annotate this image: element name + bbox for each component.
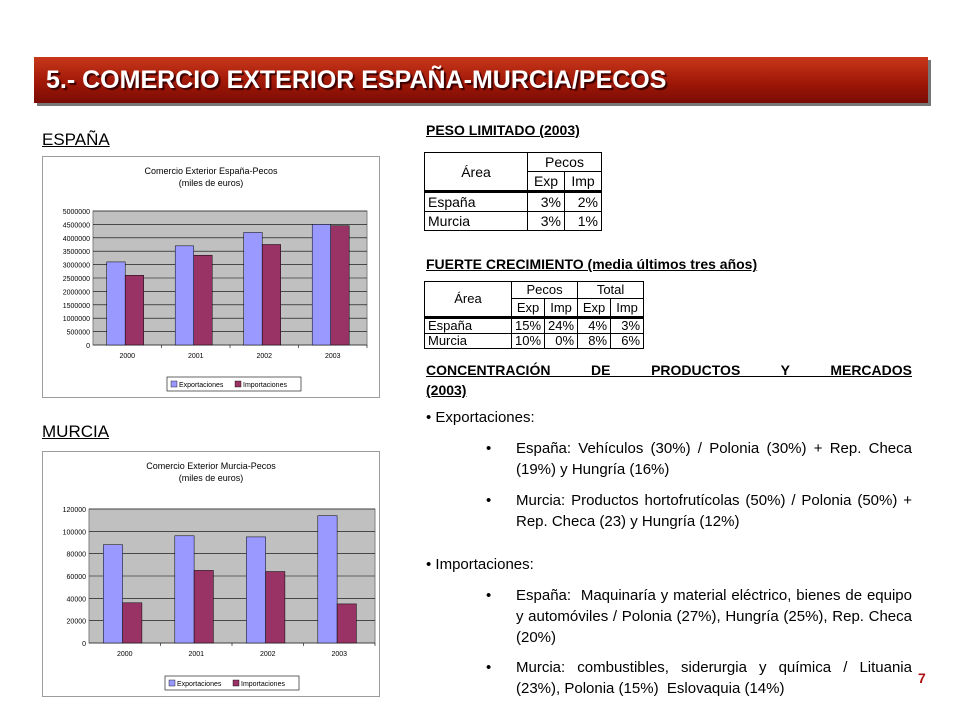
x-tick-label: 2001 bbox=[187, 353, 204, 360]
crec-cell: 15% bbox=[512, 318, 545, 334]
x-tick-label: 2001 bbox=[188, 651, 205, 658]
bar-importaciones bbox=[331, 226, 349, 345]
peso-exp-header: Exp bbox=[528, 172, 565, 192]
importaciones-label: • Importaciones: bbox=[426, 556, 534, 573]
bar-exportaciones bbox=[175, 536, 194, 643]
y-tick-label: 4000000 bbox=[62, 235, 90, 243]
espana-chart bbox=[42, 156, 380, 398]
bullet-icon: • bbox=[486, 440, 492, 457]
chart-subtitle: (miles de euros) bbox=[178, 473, 244, 483]
peso-pecos-header: Pecos bbox=[528, 153, 602, 172]
bar-importaciones bbox=[337, 604, 356, 643]
bullet-icon: • bbox=[486, 659, 492, 676]
crecimiento-heading: FUERTE CRECIMIENTO (media últimos tres años) bbox=[426, 256, 758, 272]
peso-imp-cell: 2% bbox=[565, 192, 602, 212]
espana-label: ESPAÑA bbox=[42, 130, 110, 149]
chart-title: Comercio Exterior España-Pecos bbox=[144, 166, 278, 176]
export-item-espana: España: Vehículos (30%) / Polonia (30%) + Rep. Checa (19%) y Hungría (16%) bbox=[516, 440, 912, 478]
y-tick-label: 80000 bbox=[66, 551, 86, 559]
x-tick-label: 2002 bbox=[259, 651, 276, 658]
peso-exp-cell: 3% bbox=[528, 212, 565, 231]
crec-cell: 6% bbox=[611, 334, 644, 349]
y-tick-label: 0 bbox=[82, 641, 86, 648]
list-item bbox=[486, 490, 912, 532]
legend-label: Exportaciones bbox=[179, 382, 224, 389]
crec-cell: 3% bbox=[611, 318, 644, 334]
crec-cell: 10% bbox=[512, 334, 545, 349]
y-tick-label: 40000 bbox=[66, 596, 86, 604]
y-tick-label: 2000000 bbox=[62, 289, 90, 297]
page-number: 7 bbox=[918, 670, 926, 686]
table-row bbox=[425, 318, 644, 334]
bar-importaciones bbox=[194, 255, 212, 345]
peso-exp-cell: 3% bbox=[528, 192, 565, 212]
y-tick-label: 1500000 bbox=[62, 302, 90, 310]
peso-table bbox=[424, 152, 602, 231]
peso-imp-header: Imp bbox=[565, 172, 602, 192]
export-item-murcia: Murcia: Productos hortofrutícolas (50%) / Polonia (50%) + Rep. Checa (23) y Hungría (12%) bbox=[516, 492, 912, 530]
y-tick-label: 500000 bbox=[66, 329, 90, 337]
legend-swatch bbox=[233, 680, 239, 686]
bar-exportaciones bbox=[318, 516, 337, 643]
bar-importaciones bbox=[125, 275, 143, 345]
crec-area-cell: España bbox=[425, 318, 512, 334]
bar-exportaciones bbox=[244, 232, 262, 345]
legend-swatch bbox=[171, 381, 177, 387]
x-tick-label: 2003 bbox=[331, 651, 348, 658]
legend-swatch bbox=[169, 680, 175, 686]
crec-pecos-exp-header: Exp bbox=[512, 299, 545, 318]
crec-total-imp-header: Imp bbox=[611, 299, 644, 318]
y-tick-label: 1000000 bbox=[62, 316, 90, 324]
import-item-murcia: Murcia: combustibles, siderurgia y química / Lituania (23%), Polonia (15%) Eslovaquia (14%) bbox=[516, 659, 917, 697]
crec-area-cell: Murcia bbox=[425, 334, 512, 349]
concentracion-heading bbox=[426, 360, 912, 400]
bar-exportaciones bbox=[312, 224, 330, 345]
list-item bbox=[486, 657, 917, 699]
legend-swatch bbox=[235, 381, 241, 387]
bar-importaciones bbox=[194, 570, 213, 643]
concentracion-heading-line1: CONCENTRACIÓN DE PRODUCTOS Y MERCADOS bbox=[426, 362, 912, 378]
murcia-label: MURCIA bbox=[42, 422, 110, 441]
bullet-icon: • bbox=[486, 587, 492, 604]
y-tick-label: 0 bbox=[86, 343, 90, 350]
murcia-chart-svg bbox=[43, 452, 379, 696]
y-tick-label: 3500000 bbox=[62, 249, 90, 257]
crec-total-exp-header: Exp bbox=[578, 299, 611, 318]
slide-title: 5.- COMERCIO EXTERIOR ESPAÑA-MURCIA/PECOS bbox=[46, 66, 667, 94]
bullet-icon: • bbox=[486, 492, 492, 509]
crec-total-header: Total bbox=[578, 282, 644, 299]
crecimiento-table bbox=[424, 281, 644, 349]
crec-area-header: Área bbox=[425, 282, 512, 318]
y-tick-label: 4500000 bbox=[62, 222, 90, 230]
table-row bbox=[425, 192, 602, 212]
peso-imp-cell: 1% bbox=[565, 212, 602, 231]
exportaciones-label: • Exportaciones: bbox=[426, 409, 535, 426]
x-tick-label: 2002 bbox=[256, 353, 273, 360]
bar-exportaciones bbox=[107, 262, 125, 345]
crec-cell: 4% bbox=[578, 318, 611, 334]
legend-label: Exportaciones bbox=[177, 681, 222, 688]
peso-heading: PESO LIMITADO (2003) bbox=[426, 122, 580, 138]
bar-importaciones bbox=[266, 572, 285, 643]
chart-subtitle: (miles de euros) bbox=[178, 178, 244, 188]
slide-title-bar bbox=[34, 57, 928, 103]
peso-area-cell: España bbox=[425, 192, 528, 212]
y-tick-label: 2500000 bbox=[62, 276, 90, 283]
y-tick-label: 20000 bbox=[66, 618, 86, 626]
espana-chart-svg bbox=[43, 157, 379, 397]
table-row bbox=[425, 212, 602, 231]
y-tick-label: 3000000 bbox=[62, 262, 90, 270]
list-item bbox=[486, 585, 917, 648]
legend-label: Importaciones bbox=[243, 382, 287, 389]
bar-exportaciones bbox=[103, 545, 122, 643]
legend-label: Importaciones bbox=[241, 681, 285, 688]
bar-importaciones bbox=[123, 603, 142, 643]
peso-area-header: Área bbox=[425, 153, 528, 192]
crec-pecos-imp-header: Imp bbox=[545, 299, 578, 318]
y-tick-label: 100000 bbox=[62, 529, 86, 537]
crec-cell: 24% bbox=[545, 318, 578, 334]
y-tick-label: 120000 bbox=[62, 507, 86, 514]
y-tick-label: 60000 bbox=[66, 574, 86, 581]
y-tick-label: 5000000 bbox=[62, 209, 90, 216]
bar-exportaciones bbox=[175, 246, 193, 345]
bar-exportaciones bbox=[246, 537, 265, 643]
peso-area-cell: Murcia bbox=[425, 212, 528, 231]
x-tick-label: 2003 bbox=[324, 353, 341, 360]
table-row bbox=[425, 334, 644, 349]
crec-cell: 0% bbox=[545, 334, 578, 349]
crec-cell: 8% bbox=[578, 334, 611, 349]
list-item bbox=[486, 438, 912, 480]
bar-importaciones bbox=[262, 245, 280, 346]
murcia-chart bbox=[42, 451, 380, 697]
x-tick-label: 2000 bbox=[116, 651, 133, 658]
concentracion-heading-line2: (2003) bbox=[426, 382, 467, 398]
crec-pecos-header: Pecos bbox=[512, 282, 578, 299]
chart-title: Comercio Exterior Murcia-Pecos bbox=[146, 461, 276, 471]
import-item-espana: España: Maquinaría y material eléctrico, bienes de equipo y automóviles / Polonia (27%), Hungría (25%), Rep. Checa (20%) bbox=[516, 587, 917, 646]
x-tick-label: 2000 bbox=[119, 353, 136, 360]
